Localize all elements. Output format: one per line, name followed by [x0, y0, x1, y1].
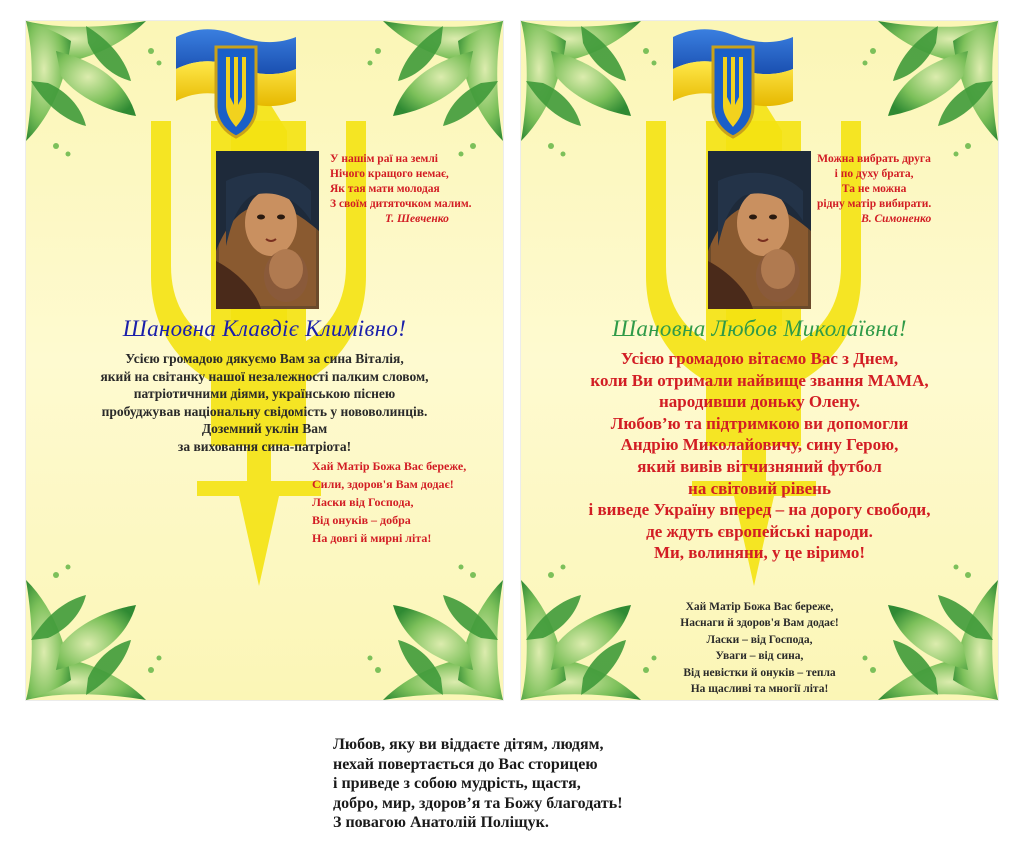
blessing-line: Хай Матір Божа Вас береже,: [685, 601, 834, 613]
body-line: Усією громадою дякуємо Вам за сина Віталія,: [125, 351, 404, 366]
blessing-line: Наснаги й здоров'я Вам додає!: [680, 617, 839, 630]
left-greeting-title: Шановна Клавдіє Климівно!: [122, 316, 407, 341]
right-blessing: [521, 599, 998, 697]
blessing-line: Ласки від Господа,: [312, 495, 414, 509]
body-line: коли Ви отримали найвище звання МАМА,: [590, 370, 929, 390]
body-line: який на світанку нашої незалежності палким словом,: [100, 368, 429, 384]
poem-author: В. Симоненко: [861, 213, 932, 225]
right-greeting-card: [521, 21, 998, 700]
footer-line: добро, мир, здоров’я та Божу благодать!: [333, 794, 623, 812]
footer-line: і приведе з собою мудрість, щастя,: [333, 775, 581, 792]
body-line: Андрію Миколайовичу, сину Герою,: [620, 435, 899, 455]
body-line: і виведе Україну вперед – на дорогу свободи,: [588, 500, 931, 520]
right-poem: [817, 152, 931, 227]
body-line: який вивів вітчизняний футбол: [637, 456, 882, 476]
blessing-line: Від невістки й онуків – тепла: [683, 666, 836, 679]
poem-line: Та не можна: [841, 183, 907, 195]
poem-line: З своїм дитяточком малим.: [330, 198, 472, 210]
poem-line: рідну матір вибирати.: [817, 198, 932, 210]
blessing-line: Ласки – від Господа,: [706, 633, 813, 646]
right-greeting-title: Шановна Любов Миколаївна!: [612, 316, 907, 341]
blessing-line: Від онуків – добра: [312, 513, 411, 527]
body-line: Любов’ю та підтримкою ви допомогли: [610, 413, 909, 433]
footer-message: [333, 735, 623, 833]
poem-author: Т. Шевченко: [385, 213, 449, 225]
poem-line: Як тая мати молодая: [330, 183, 440, 195]
blessing-line: Хай Матір Божа Вас береже,: [312, 459, 467, 473]
madonna-icon-image: [708, 151, 811, 309]
body-line: Усією громадою вітаємо Вас з Днем,: [620, 349, 899, 368]
blessing-line: Уваги – від сина,: [715, 650, 804, 663]
blessing-line: На щасливі та многії літа!: [690, 683, 829, 696]
poem-line: і по духу брата,: [834, 168, 914, 180]
body-line: за виховання сина-патріота!: [177, 438, 352, 454]
blessing-line: Сили, здоров'я Вам додає!: [312, 477, 454, 491]
footer-line: Любов, яку ви віддаєте дітям, людям,: [333, 736, 604, 753]
footer-signature: З повагою Анатолій Поліщук.: [333, 814, 549, 831]
body-line: Доземний уклін Вам: [201, 421, 328, 436]
footer-line: нехай повертається до Вас сторицею: [333, 755, 598, 773]
poem-line: Нічого кращого немає,: [330, 168, 449, 180]
body-line: народивши доньку Олену.: [658, 392, 861, 412]
right-body-text: [521, 348, 998, 564]
left-poem: [330, 152, 472, 227]
madonna-icon-image: [216, 151, 319, 309]
left-blessing: [312, 457, 466, 547]
poem-line: Можна вибрать друга: [817, 153, 931, 165]
left-body-text: [26, 350, 503, 455]
body-line: Ми, волиняни, у це віримо!: [653, 543, 866, 563]
left-greeting-card: [26, 21, 503, 700]
blessing-line: На довгі й мирні літа!: [312, 531, 432, 545]
body-line: на світовий рівень: [688, 478, 831, 498]
body-line: де ждуть європейські народи.: [646, 521, 873, 541]
poem-line: У нашім раї на землі: [330, 153, 438, 165]
body-line: патріотичними діями, українською піснею: [133, 386, 396, 401]
body-line: пробуджував національну свідомість у нововолинців.: [101, 403, 428, 419]
